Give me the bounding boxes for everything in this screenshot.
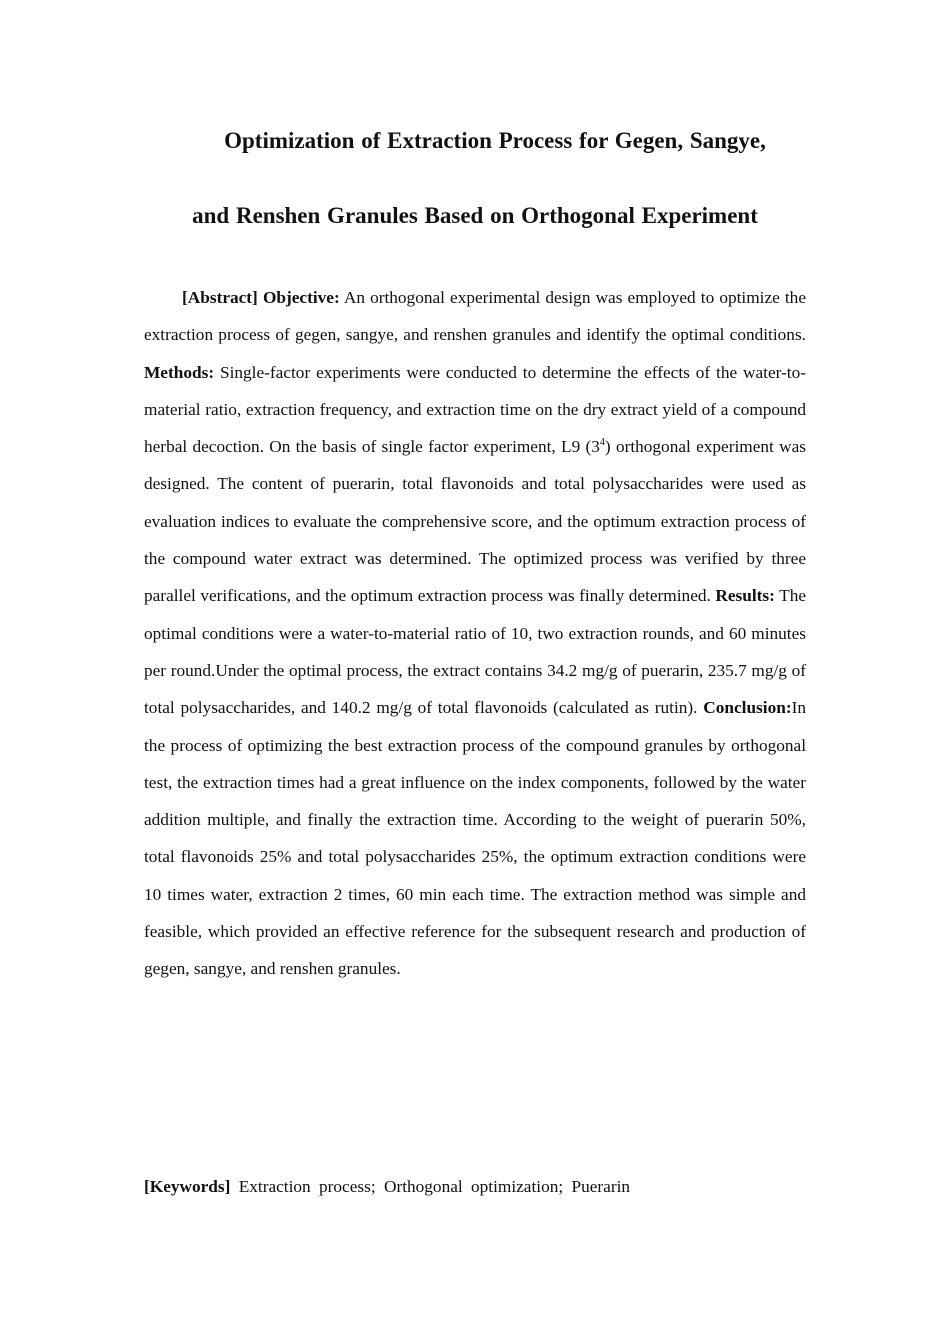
conclusion-label: Conclusion:: [703, 698, 792, 718]
methods-label: Methods:: [144, 362, 215, 382]
objective-text: An orthogonal experimental design was employed to optimize the extraction process of gegen, sangye, and renshen granules and identify the optimal conditions.: [144, 288, 806, 345]
conclusion-text: In the process of optimizing the best extraction process of the compound granules by orthogonal test, the extraction times had a great influence on the index components, followed by the water addition multiple, and finally the extraction time. According to the weight of puerarin 50%, total flavonoids 25% and total polysaccharides 25%, the optimum extraction conditions were 10 times water, extraction 2 times, 60 min each time. The extraction method was simple and feasible, which provided an effective reference for the subsequent research and production of gegen, sangye, and renshen granules.: [144, 698, 806, 979]
results-label: Results:: [715, 586, 775, 606]
paper-title-line-1: Optimization of Extraction Process for Gegen, Sangye,: [224, 128, 766, 153]
abstract-label: [Abstract]: [182, 288, 258, 307]
results-text: The optimal conditions were a water-to-material ratio of 10, two extraction rounds, and 60 minutes per round.Under the optimal process, the extract contains 34.2 mg/g of puerarin, 235.7 mg/g of total polysaccharides, and 140.2 mg/g of total flavonoids (calculated as rutin).: [144, 586, 807, 718]
objective-label: Objective:: [262, 288, 340, 307]
keywords-label: [Keywords]: [144, 1177, 231, 1196]
methods-text: Single-factor experiments were conducted to determine the effects of the water-to-material ratio, extraction frequency, and extraction time on the dry extract yield of a compound herbal decoction. On the basis of single factor experiment, L9 (3: [144, 362, 806, 457]
methods-text-continued: ) orthogonal experiment was designed. The content of puerarin, total flavonoids and total polysaccharides were used as evaluation indices to evaluate the comprehensive score, and the optimum extraction process of the compound water extract was determined. The optimized process was verified by three parallel verifications, and the optimum extraction process was finally determined.: [144, 437, 806, 606]
paper-title-line-2: and Renshen Granules Based on Orthogonal Experiment: [192, 203, 758, 228]
keywords-text: Extraction process; Orthogonal optimization; Puerarin: [238, 1177, 631, 1196]
methods-superscript: 4: [599, 437, 605, 449]
abstract-paragraph: [144, 279, 806, 988]
keywords-line: [144, 1173, 806, 1201]
